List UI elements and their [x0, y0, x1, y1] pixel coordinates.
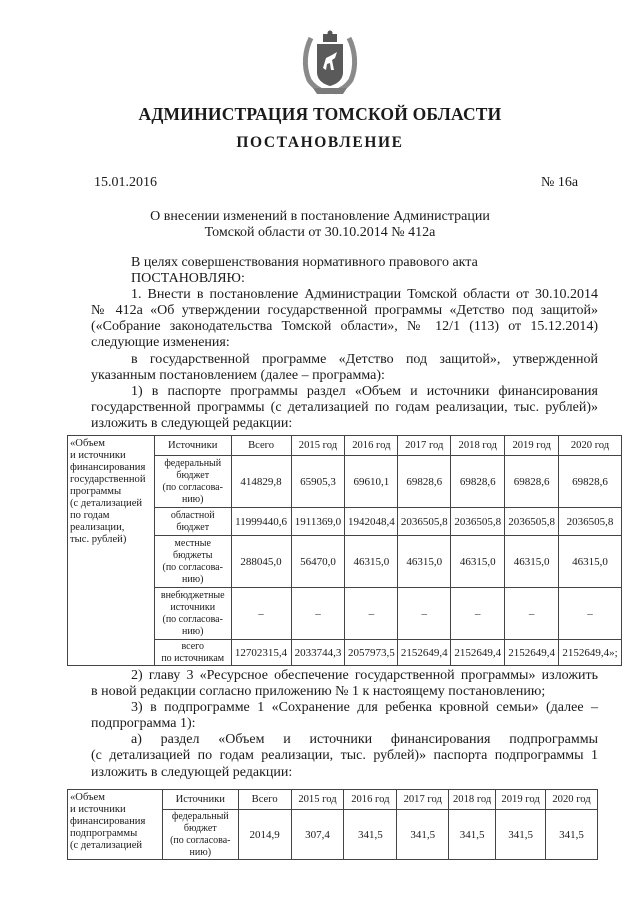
value-cell: 46315,0 — [505, 536, 559, 588]
source-line: (по согласова- — [162, 613, 223, 625]
label-line: (с детализацией — [70, 840, 143, 851]
organization-title: АДМИНИСТРАЦИЯ ТОМСКОЙ ОБЛАСТИ — [138, 104, 502, 124]
label-line: тыс. рублей) — [70, 534, 127, 545]
subject-line: Томской области от 30.10.2014 № 412а — [204, 225, 436, 240]
column-header: Всего — [231, 436, 291, 456]
value-cell: 46315,0 — [398, 536, 451, 588]
source-line: федеральный — [164, 457, 222, 469]
value-cell: 2057973,5 — [345, 640, 398, 666]
value-cell: 69828,6 — [505, 456, 559, 508]
source-line: местные — [174, 537, 211, 549]
source-line: источники — [170, 601, 216, 613]
source-line: нию) — [189, 846, 212, 858]
paragraph-line: подпрограмма 1): — [91, 716, 196, 732]
source-line: всего — [181, 640, 204, 652]
coat-of-arms-emblem — [299, 28, 361, 98]
source-line: нию) — [181, 625, 204, 637]
value-cell: 414829,8 — [231, 456, 291, 508]
value-cell: 341,5 — [496, 810, 546, 860]
label-line: финансирования — [70, 816, 146, 827]
paragraph-line: («Собрание законодательства Томской области», № 12/1 (113) от 15.12.2014) — [91, 319, 598, 335]
label-line: финансирования — [70, 462, 146, 473]
source-line: федеральный — [171, 810, 229, 822]
value-cell: 307,4 — [291, 810, 344, 860]
source-line: бюджет — [176, 469, 210, 481]
source-line: нию) — [181, 493, 204, 505]
label-line: «Объем — [70, 438, 105, 449]
column-header: 2019 год — [496, 790, 546, 810]
label-line: «Объем — [70, 792, 105, 803]
source-line: областной — [170, 509, 215, 521]
column-header: Источники — [154, 436, 231, 456]
value-cell: 2152649,4»; — [559, 640, 622, 666]
source-line: по источникам — [161, 652, 225, 664]
column-header: 2015 год — [291, 790, 344, 810]
paragraph-line: а) раздел «Объем и источники финансирования подпрограммы — [131, 732, 598, 748]
value-cell: 341,5 — [546, 810, 598, 860]
column-header: 2018 год — [451, 436, 505, 456]
source-cell — [154, 456, 231, 508]
paragraph-line: 1) в паспорте программы раздел «Объем и источники финансирования — [131, 383, 598, 399]
column-header: Всего — [238, 790, 291, 810]
value-cell: 12702315,4 — [231, 640, 291, 666]
paragraph-line: в новой редакции согласно приложению № 1 к настоящему постановлению; — [91, 684, 546, 700]
paragraph-line: № 412а «Об утверждении государственной программы «Детство под защитой» — [91, 303, 598, 319]
source-cell — [154, 588, 231, 640]
value-cell: 2036505,8 — [505, 508, 559, 536]
paragraph-line: указанным постановлением (далее – программа): — [91, 367, 385, 383]
column-header: 2016 год — [344, 790, 397, 810]
document-number: № 16а — [541, 175, 579, 190]
value-cell: 69828,6 — [398, 456, 451, 508]
value-cell: 341,5 — [397, 810, 449, 860]
value-cell: 2036505,8 — [398, 508, 451, 536]
source-line: внебюджетные — [160, 589, 225, 601]
value-cell: – — [345, 588, 398, 640]
column-header: 2019 год — [505, 436, 559, 456]
column-header: 2020 год — [546, 790, 598, 810]
column-header: Источники — [162, 790, 238, 810]
value-cell: – — [398, 588, 451, 640]
paragraph-line: (с детализацией по годам реализации, тыс. рублей)» паспорта подпрограммы 1 — [91, 748, 598, 764]
label-line: программы — [70, 486, 122, 497]
tomsk-coat-of-arms-icon — [299, 28, 361, 98]
value-cell: 65905,3 — [291, 456, 345, 508]
value-cell: – — [559, 588, 622, 640]
value-cell: 2036505,8 — [559, 508, 622, 536]
paragraph-line: 1. Внести в постановление Администрации Томской области от 30.10.2014 — [131, 287, 598, 303]
source-line: (по согласова- — [162, 561, 223, 573]
value-cell: 341,5 — [344, 810, 397, 860]
source-cell — [162, 810, 238, 860]
value-cell: 2014,9 — [238, 810, 291, 860]
value-cell: 69828,6 — [451, 456, 505, 508]
source-line: бюджеты — [173, 549, 213, 561]
value-cell: 2036505,8 — [451, 508, 505, 536]
label-line: реализации, — [70, 522, 125, 533]
paragraph-line: 3) в подпрограмме 1 «Сохранение для ребенка кровной семьи» (далее – — [131, 700, 598, 716]
paragraph-line: 2) главу 3 «Ресурсное обеспечение государственной программы» изложить — [131, 668, 598, 683]
value-cell: 2152649,4 — [398, 640, 451, 666]
source-cell — [154, 536, 231, 588]
column-header: 2017 год — [397, 790, 449, 810]
paragraph-line: в государственной программе «Детство под защитой», утвержденной — [131, 351, 598, 367]
label-line: (с детализацией — [70, 498, 143, 509]
column-header: 2020 год — [559, 436, 622, 456]
paragraph-line: изложить в следующей редакции: — [91, 764, 293, 780]
source-line: бюджет — [183, 822, 217, 834]
value-cell: 11999440,6 — [231, 508, 291, 536]
paragraph-line: государственной программы (с детализацией по годам реализации, тыс. рублей)» — [91, 399, 598, 415]
value-cell: 341,5 — [449, 810, 496, 860]
source-line: бюджет — [176, 521, 210, 533]
value-cell: 46315,0 — [451, 536, 505, 588]
value-cell: – — [291, 588, 345, 640]
document-date: 15.01.2016 — [94, 175, 157, 190]
column-header: 2016 год — [345, 436, 398, 456]
value-cell: 2152649,4 — [451, 640, 505, 666]
preamble: В целях совершенствования нормативного правового акта — [131, 255, 478, 270]
source-line: (по согласова- — [162, 481, 223, 493]
value-cell: 2152649,4 — [505, 640, 559, 666]
document-subject — [0, 209, 640, 241]
label-line: подпрограммы — [70, 828, 138, 839]
document-type: ПОСТАНОВЛЕНИЕ — [236, 134, 404, 151]
column-header: 2018 год — [449, 790, 496, 810]
column-header: 2015 год — [291, 436, 345, 456]
value-cell: 56470,0 — [291, 536, 345, 588]
value-cell: 1911369,0 — [291, 508, 345, 536]
subprogram-financing-table — [67, 789, 598, 860]
label-line: по годам — [70, 510, 110, 521]
value-cell: 69610,1 — [345, 456, 398, 508]
value-cell: – — [451, 588, 505, 640]
value-cell: 288045,0 — [231, 536, 291, 588]
body-section-2 — [91, 668, 598, 781]
paragraph-line: следующие изменения: — [91, 335, 230, 351]
label-line: государственной — [70, 474, 146, 485]
decree-word: ПОСТАНОВЛЯЮ: — [131, 271, 245, 287]
program-financing-table — [67, 435, 622, 666]
label-line: и источники — [70, 804, 126, 815]
value-cell: – — [505, 588, 559, 640]
source-cell — [154, 640, 231, 666]
value-cell: 46315,0 — [345, 536, 398, 588]
body-section-1 — [91, 255, 598, 432]
value-cell: – — [231, 588, 291, 640]
value-cell: 69828,6 — [559, 456, 622, 508]
source-line: (по согласова- — [170, 834, 231, 846]
subject-line: О внесении изменений в постановление Администрации — [150, 209, 490, 224]
section-label-cell — [68, 790, 163, 860]
value-cell: 1942048,4 — [345, 508, 398, 536]
column-header: 2017 год — [398, 436, 451, 456]
label-line: и источники — [70, 450, 126, 461]
source-cell — [154, 508, 231, 536]
paragraph-line: изложить в следующей редакции: — [91, 415, 293, 431]
value-cell: 46315,0 — [559, 536, 622, 588]
value-cell: 2033744,3 — [291, 640, 345, 666]
section-label-cell — [68, 436, 155, 666]
source-line: нию) — [181, 573, 204, 585]
